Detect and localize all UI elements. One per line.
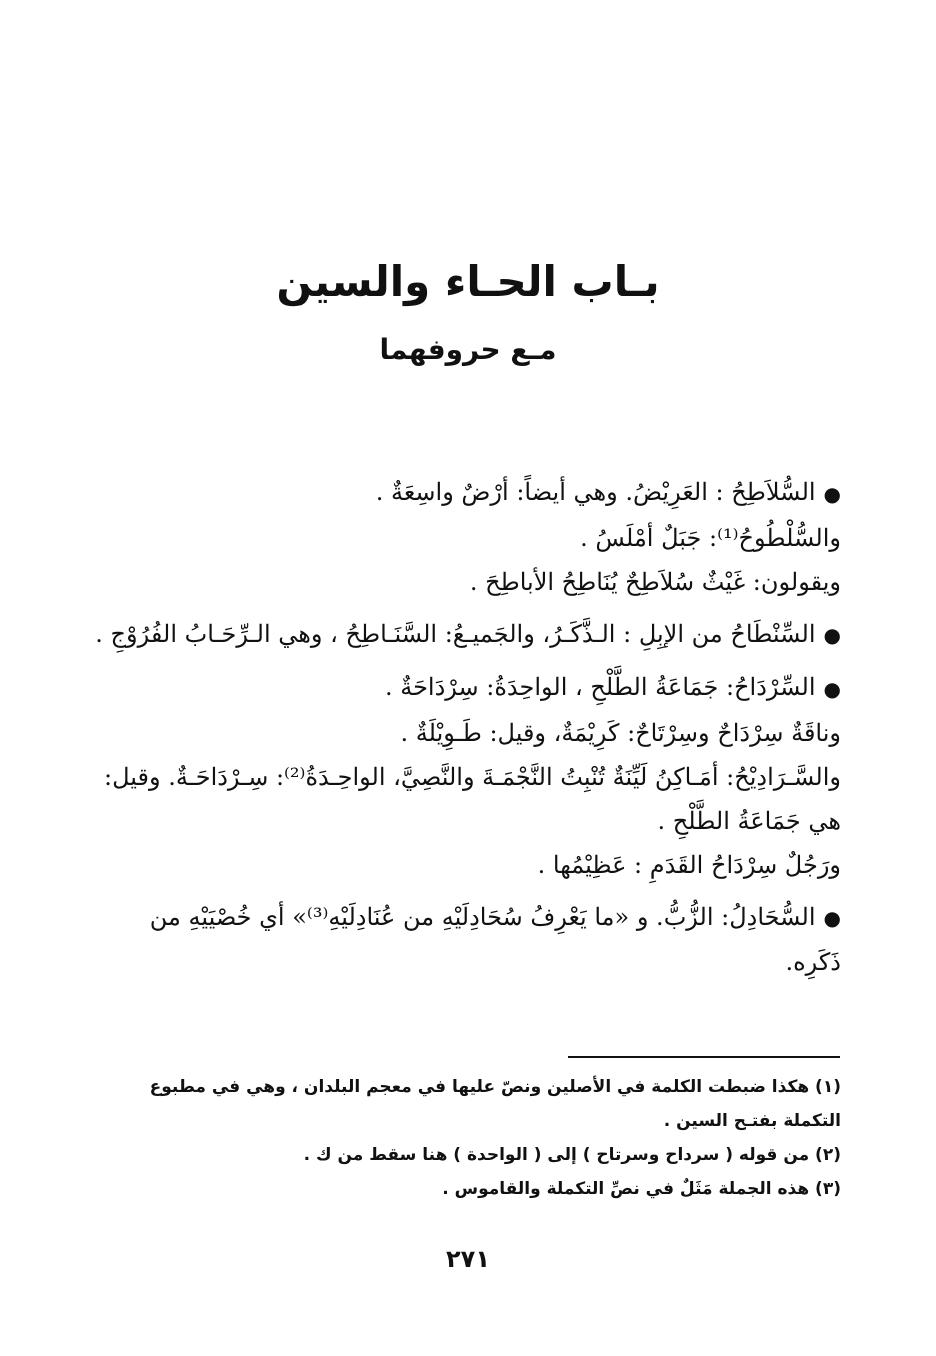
bullet-icon: ● [823,481,841,506]
chapter-subtitle: مـع حروفهما [379,333,557,366]
entry-text: السُّحَادِلُ: الزُّبُّ. و «ما يَعْرِفُ سُحَادِلَيْهِ من عُنَادِلَيْهِ⁽³⁾» أي خُصْيَيْهِ من ذَكَرِه. [149,902,841,976]
bullet-icon: ● [823,623,841,647]
entry-line [95,612,841,658]
entry-3 [95,665,841,887]
footnote-2: (٢) من قوله ( سرداح وسرتاح ) إلى ( الواحدة ) هنا سقط من ك . [303,1145,841,1165]
entry-text: السِّنْطَاحُ من الإبِلِ : الـذَّكَـرُ، والجَميـعُ: السَّنَـاطِحُ ، وهي الـرِّحَـابُ الفُرُوْجِ . [95,619,816,648]
dictionary-entries [95,470,841,992]
entry-line: وناقَةٌ سِرْدَاحٌ وسِرْتَاحٌ: كَرِيْمَةٌ، وقيل: طَـوِيْلَةٌ . [400,718,841,747]
entry-line: والسُّلْطُوحُ⁽¹⁾: جَبَلٌ أمْلَسُ . [580,523,841,552]
entry-2 [95,612,841,658]
footnote-separator [568,1056,840,1058]
entry-text: السِّرْدَاحُ: جَمَاعَةُ الطَّلْحِ ، الواحِدَةُ: سِرْدَاحَةٌ . [384,673,816,701]
entry-text: السُّلاَطِحُ : العَرِيْضُ. وهي أيضاً: أرْضٌ واسِعَةٌ . [375,478,816,506]
footnotes [95,1070,841,1206]
footnote-1: (١) هكذا ضبطت الكلمة في الأصلين ونصّ عليها في معجم البلدان ، وهي في مطبوع التكملة بفتـح السين . [149,1077,841,1131]
entry-4 [95,895,841,985]
chapter-title: بـاب الحـاء والسين [276,257,660,306]
page-number: ٢٧١ [446,1245,490,1273]
bullet-icon: ● [823,906,841,930]
entry-line: ويقولون: غَيْثٌ سُلاَطِحٌ يُنَاطِحُ الأباطِحَ . [469,567,841,596]
entry-line [95,470,841,516]
footnote-3: (٣) هذه الجملة مَثَلٌ في نصِّ التكملة والقاموس . [442,1179,841,1199]
entry-1 [95,470,841,604]
entry-line [95,665,841,711]
entry-line [95,895,841,985]
entry-line: ورَجُلٌ سِرْدَاحُ القَدَمِ : عَظِيْمُها . [537,850,841,879]
bullet-icon: ● [823,676,841,701]
entry-line: والسَّـرَادِيْحُ: أمَـاكِنُ لَيِّنَةٌ تُنْبِتُ النَّجْمَـةَ والنَّصِيَّ، الواحِـدَةُ⁽²⁾: سِـرْدَاحَـةٌ. وقيل: هي جَمَاعَةُ الطَّلْحِ . [104,762,841,835]
